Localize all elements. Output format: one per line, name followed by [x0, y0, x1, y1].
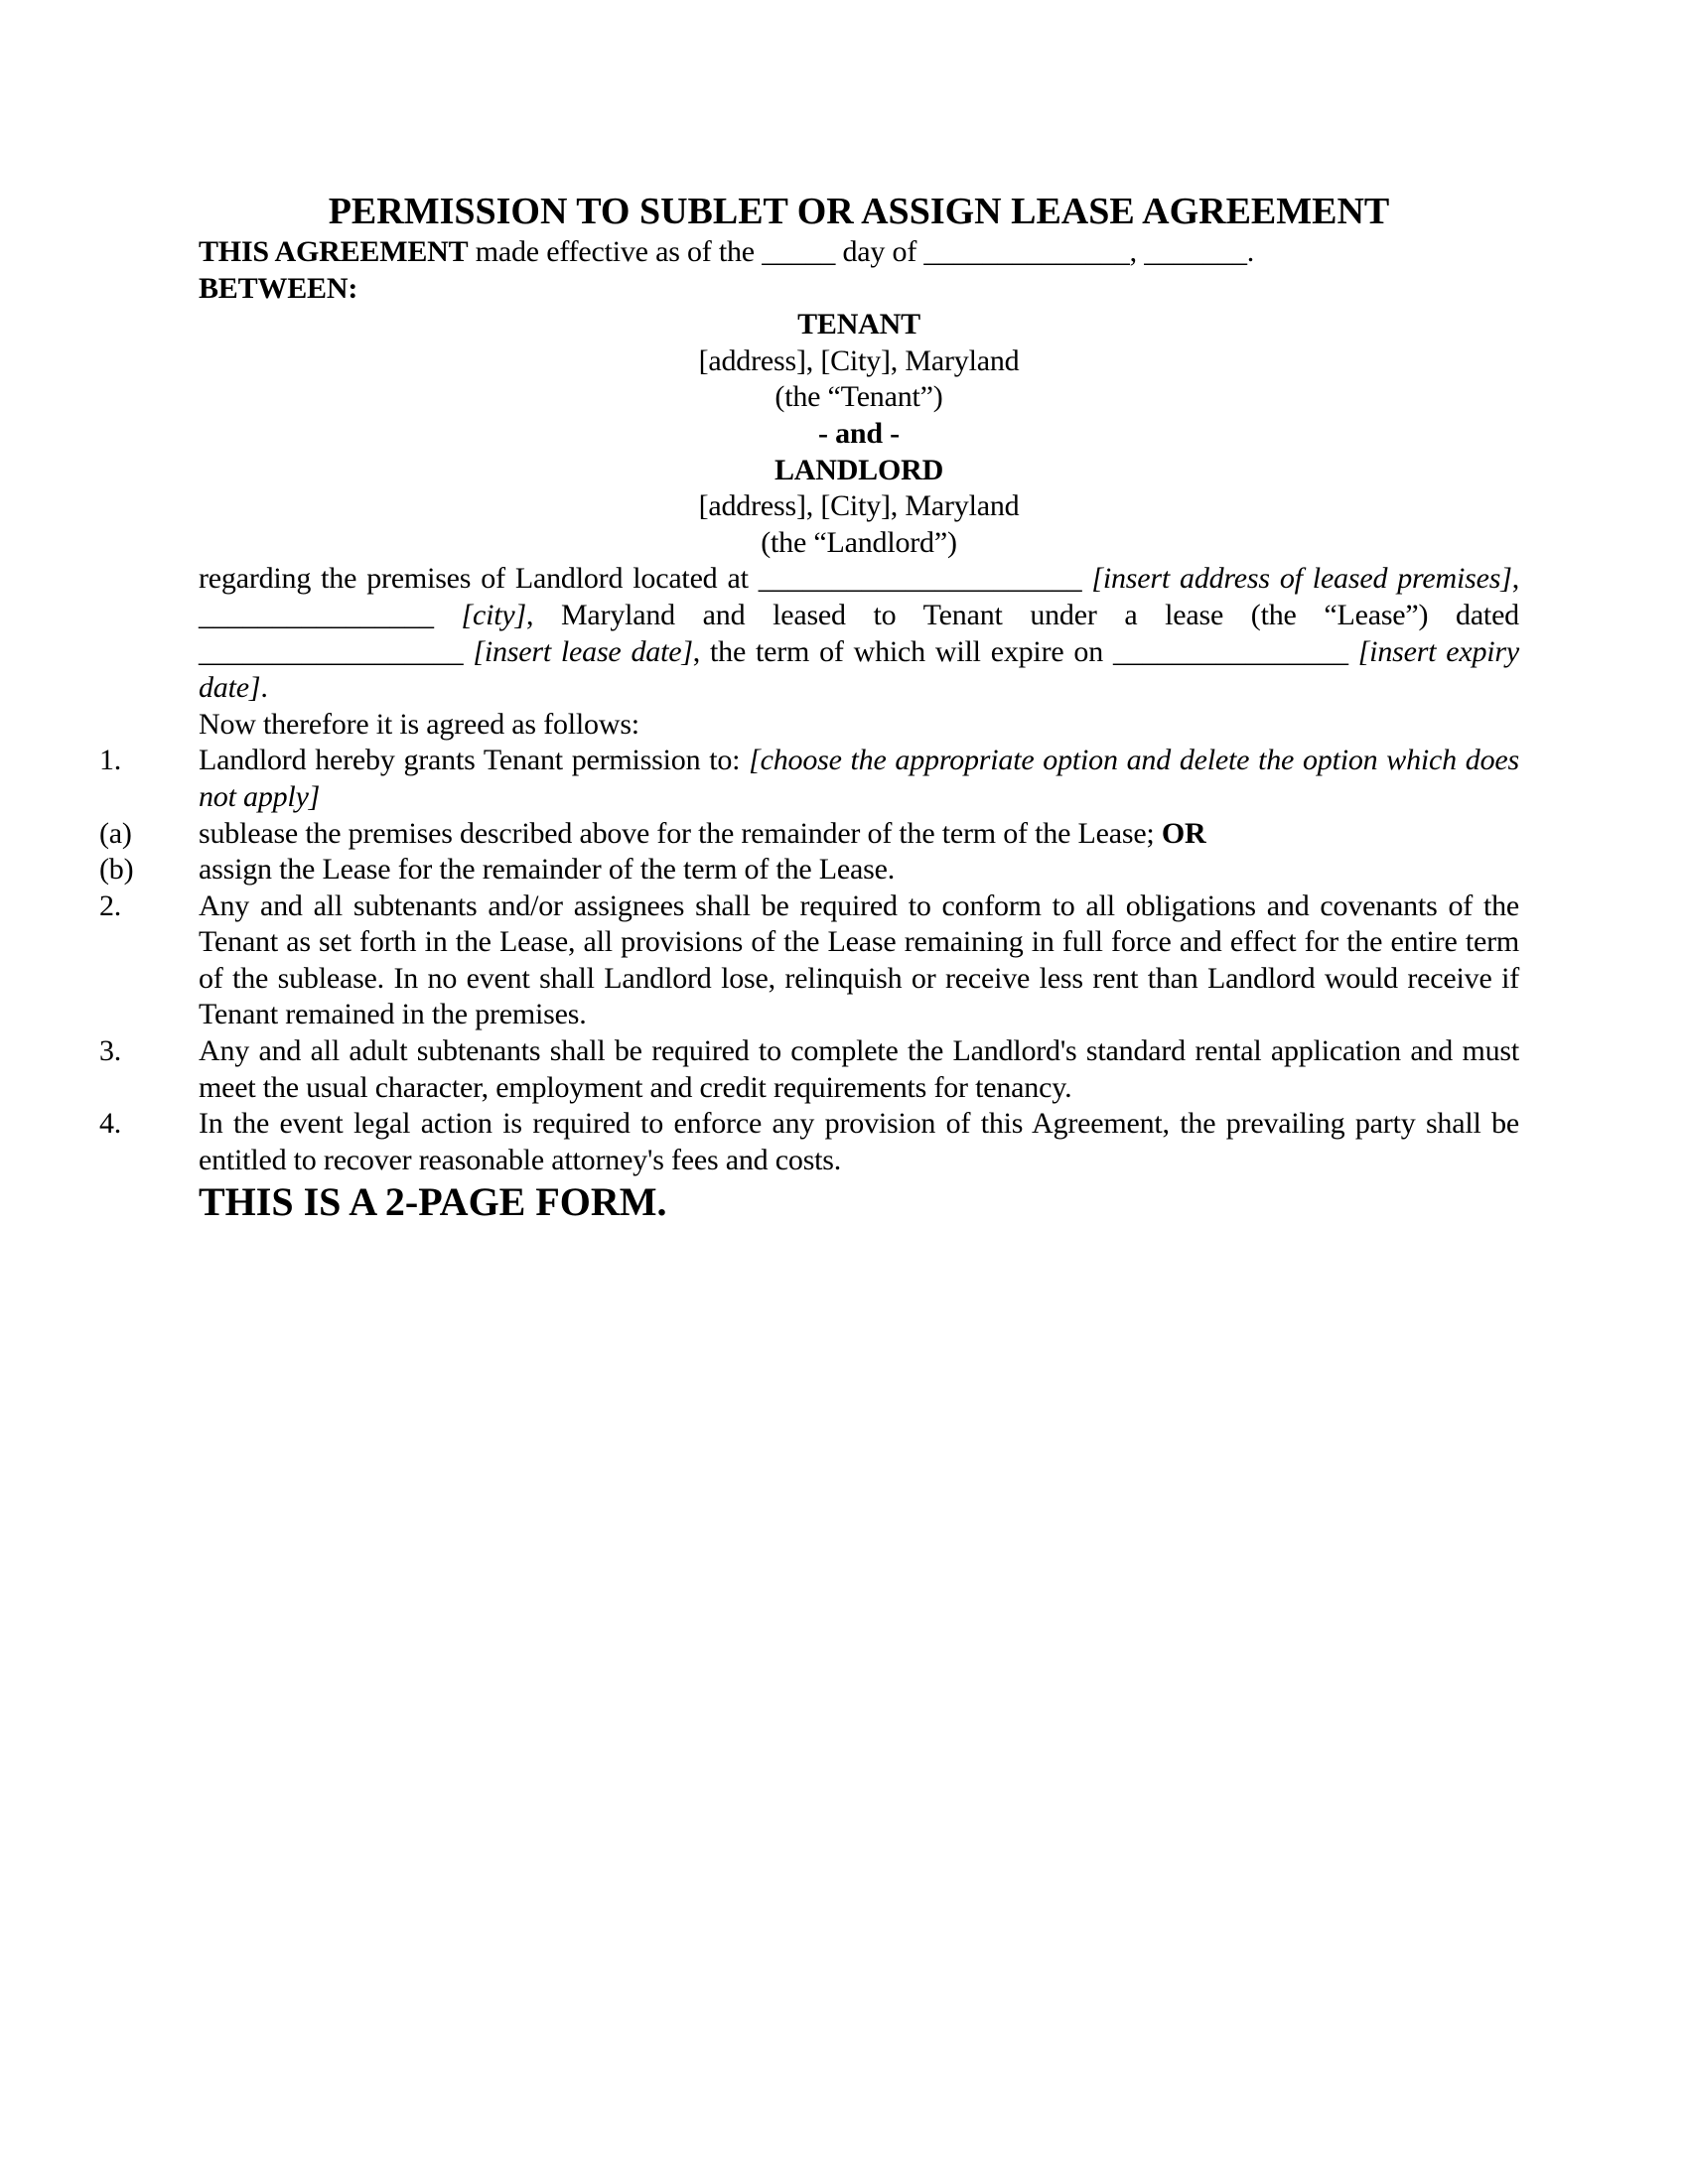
insert-address-hint: [insert address of leased premises]: [1091, 562, 1512, 596]
agreement-body: made effective as of the _____ day of ______________, _______.: [468, 235, 1255, 268]
landlord-address: [address], [City], Maryland: [698, 489, 1020, 523]
premises-city-blank: ________________: [199, 598, 462, 631]
clause-1a-label: (a): [99, 816, 132, 850]
insert-expiry-date-hint: [insert expiry date]: [199, 634, 1520, 705]
clause-4-number: 4.: [99, 1107, 122, 1141]
clause-4: [99, 1106, 1519, 1178]
document-content: [99, 189, 1520, 1226]
tenant-block: [199, 307, 1519, 416]
clause-1-lead: Landlord hereby grants Tenant permission to:: [199, 744, 750, 777]
parties-separator: - and -: [818, 416, 900, 450]
clause-2-text: Any and all subtenants and/or assignees shall be required to conform to all obligations and covenants of the Tenant as set forth in the Lease, all provisions of the Lease remaining in full force and effect for the entire term of the sublease. In no event shall Landlord lose, relinquish or receive less rent than Landlord would receive if Tenant remained in the premises.: [199, 888, 1519, 1031]
insert-city-hint: [city]: [461, 598, 526, 631]
clause-1b-text: assign the Lease for the remainder of the term of the Lease.: [199, 853, 896, 887]
premises-clause: [199, 561, 1519, 706]
clause-1b-label: (b): [99, 853, 134, 887]
insert-lease-date-hint: [insert lease date]: [473, 634, 693, 668]
tenant-alias: (the “Tenant”): [774, 380, 943, 414]
clause-1: [99, 743, 1519, 887]
tenant-address: [address], [City], Maryland: [698, 343, 1020, 377]
landlord-block: [199, 453, 1519, 562]
clause-1-number: 1.: [99, 744, 122, 777]
clause-1a: [99, 816, 1519, 853]
clause-4-text: In the event legal action is required to enforce any provision of this Agreement, the prevailing party shall be entitled to recover reasonable attorney's fees and costs.: [199, 1107, 1519, 1176]
clause-3-number: 3.: [99, 1034, 122, 1068]
premises-address-blank: ______________________: [758, 562, 1092, 596]
clause-3-text: Any and all adult subtenants shall be required to complete the Landlord's standard rental application and must meet the usual character, employment and credit requirements for tenancy.: [199, 1034, 1519, 1104]
clause-1b: [99, 852, 1519, 888]
premises-lease-date-blank: __________________: [199, 634, 474, 668]
document-title: PERMISSION TO SUBLET OR ASSIGN LEASE AGREEMENT: [328, 191, 1390, 232]
premises-text-5: .: [260, 671, 268, 705]
premises-expiry-blank: ________________: [1112, 634, 1358, 668]
clause-3: [99, 1033, 1519, 1106]
clause-1-instruction: [choose the appropriate option and delete the option which does not apply]: [199, 744, 1519, 813]
agreement-clause: [199, 234, 1519, 271]
premises-text-3: , Maryland and leased to Tenant under a lease (the “Lease”) dated: [525, 598, 1519, 631]
landlord-name: LANDLORD: [774, 453, 944, 486]
clause-2: [99, 888, 1519, 1033]
now-therefore-line: Now therefore it is agreed as follows:: [199, 707, 639, 741]
page-count-note: THIS IS A 2-PAGE FORM.: [199, 1179, 667, 1225]
clause-2-number: 2.: [99, 888, 122, 922]
tenant-name: TENANT: [797, 308, 920, 341]
clause-1a-text: sublease the premises described above for the remainder of the term of the Lease;: [199, 816, 1162, 850]
clause-1a-or: OR: [1161, 816, 1206, 850]
premises-text-2: ,: [1511, 562, 1519, 596]
between-label: BETWEEN:: [199, 271, 358, 305]
premises-text-1: regarding the premises of Landlord located at: [199, 562, 759, 596]
agreement-lead: THIS AGREEMENT: [199, 235, 469, 268]
landlord-alias: (the “Landlord”): [761, 525, 957, 559]
premises-text-4: , the term of which will expire on: [692, 634, 1113, 668]
